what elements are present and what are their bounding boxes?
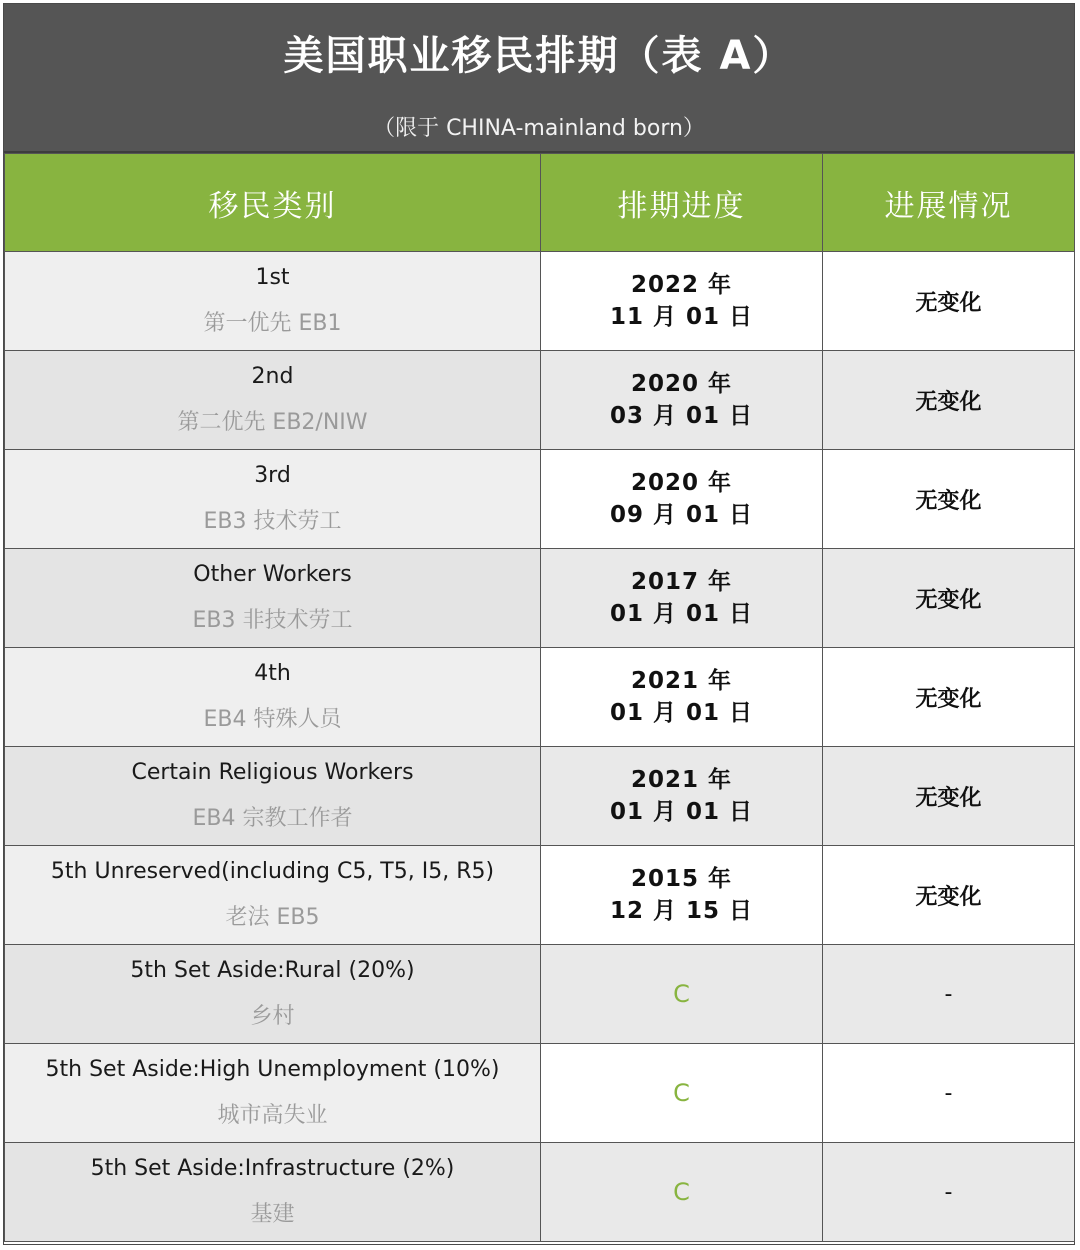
category-cn: EB3 技术劳工 [203, 509, 342, 534]
date-month-day: 01 月 01 日 [609, 601, 754, 627]
date-month-day: 03 月 01 日 [609, 403, 754, 429]
page-subtitle: （限于 CHINA-mainland born） [373, 116, 705, 141]
category-cell [5, 1143, 541, 1242]
date-year: 2020 年 [630, 371, 733, 397]
category-en: 4th [254, 661, 291, 686]
date-cell [541, 846, 823, 945]
category-cn: EB4 宗教工作者 [192, 806, 353, 831]
table-row [5, 945, 1075, 1044]
category-cn: 城市高失业 [217, 1103, 328, 1128]
category-cell [5, 549, 541, 648]
category-en: Other Workers [193, 562, 352, 587]
category-cn: EB4 特殊人员 [203, 707, 342, 732]
date-cell [541, 351, 823, 450]
date-cell [541, 549, 823, 648]
table-row [5, 747, 1075, 846]
status-cell [823, 252, 1075, 351]
table-row [5, 252, 1075, 351]
status-cell [823, 945, 1075, 1044]
category-en: 1st [255, 265, 290, 290]
table-row [5, 1143, 1075, 1242]
category-cn: 乡村 [250, 1004, 295, 1029]
date-cell [541, 1143, 823, 1242]
status-cell [823, 648, 1075, 747]
column-header-progress: 进展情况 [823, 154, 1075, 252]
column-header-priority-date: 排期进度 [541, 154, 823, 252]
table-header-row [5, 154, 1075, 252]
category-cn: 第一优先 EB1 [203, 311, 342, 336]
status-cell [823, 549, 1075, 648]
table-row [5, 450, 1075, 549]
visa-bulletin-table [4, 153, 1075, 1242]
status-text: 无变化 [915, 686, 982, 712]
status-dash: - [944, 1179, 953, 1205]
status-cell [823, 747, 1075, 846]
status-text: 无变化 [915, 587, 982, 613]
category-en: 5th Set Aside:High Unemployment (10%) [45, 1057, 500, 1082]
title-block [4, 4, 1074, 153]
date-year: 2022 年 [630, 272, 733, 298]
status-dash: - [944, 981, 953, 1007]
category-en: 5th Set Aside:Infrastructure (2%) [90, 1156, 455, 1181]
category-en: 2nd [251, 364, 294, 389]
status-text: 无变化 [915, 389, 982, 415]
column-header-category: 移民类别 [5, 154, 541, 252]
status-cell [823, 450, 1075, 549]
table-row [5, 549, 1075, 648]
date-cell [541, 747, 823, 846]
date-cell [541, 1044, 823, 1143]
category-cell [5, 747, 541, 846]
date-year: 2015 年 [630, 866, 733, 892]
category-en: 5th Set Aside:Rural (20%) [130, 958, 415, 983]
category-cn: 基建 [250, 1202, 295, 1227]
category-cell [5, 945, 541, 1044]
category-cn: EB3 非技术劳工 [192, 608, 353, 633]
category-cell [5, 450, 541, 549]
date-month-day: 11 月 01 日 [609, 304, 754, 330]
current-marker: C [673, 980, 690, 1008]
status-text: 无变化 [915, 488, 982, 514]
visa-bulletin-table-frame [3, 3, 1075, 1245]
category-cell [5, 846, 541, 945]
page-title: 美国职业移民排期（表 A） [283, 33, 795, 79]
date-month-day: 12 月 15 日 [609, 898, 754, 924]
table-row [5, 1044, 1075, 1143]
status-text: 无变化 [915, 785, 982, 811]
category-en: 3rd [254, 463, 291, 488]
current-marker: C [673, 1178, 690, 1206]
status-cell [823, 351, 1075, 450]
date-year: 2020 年 [630, 470, 733, 496]
date-month-day: 01 月 01 日 [609, 700, 754, 726]
date-month-day: 01 月 01 日 [609, 799, 754, 825]
category-cn: 老法 EB5 [225, 905, 320, 930]
status-text: 无变化 [915, 290, 982, 316]
category-cell [5, 1044, 541, 1143]
date-cell [541, 450, 823, 549]
category-cell [5, 351, 541, 450]
status-text: 无变化 [915, 884, 982, 910]
table-row [5, 351, 1075, 450]
category-en: Certain Religious Workers [131, 760, 414, 785]
date-month-day: 09 月 01 日 [609, 502, 754, 528]
category-cell [5, 252, 541, 351]
status-cell [823, 1143, 1075, 1242]
category-cn: 第二优先 EB2/NIW [177, 410, 368, 435]
date-cell [541, 648, 823, 747]
status-cell [823, 1044, 1075, 1143]
date-cell [541, 252, 823, 351]
status-cell [823, 846, 1075, 945]
category-en: 5th Unreserved(including C5, T5, I5, R5) [50, 859, 495, 884]
status-dash: - [944, 1080, 953, 1106]
date-year: 2021 年 [630, 767, 733, 793]
date-cell [541, 945, 823, 1044]
category-cell [5, 648, 541, 747]
date-year: 2021 年 [630, 668, 733, 694]
date-year: 2017 年 [630, 569, 733, 595]
table-row [5, 648, 1075, 747]
current-marker: C [673, 1079, 690, 1107]
table-row [5, 846, 1075, 945]
